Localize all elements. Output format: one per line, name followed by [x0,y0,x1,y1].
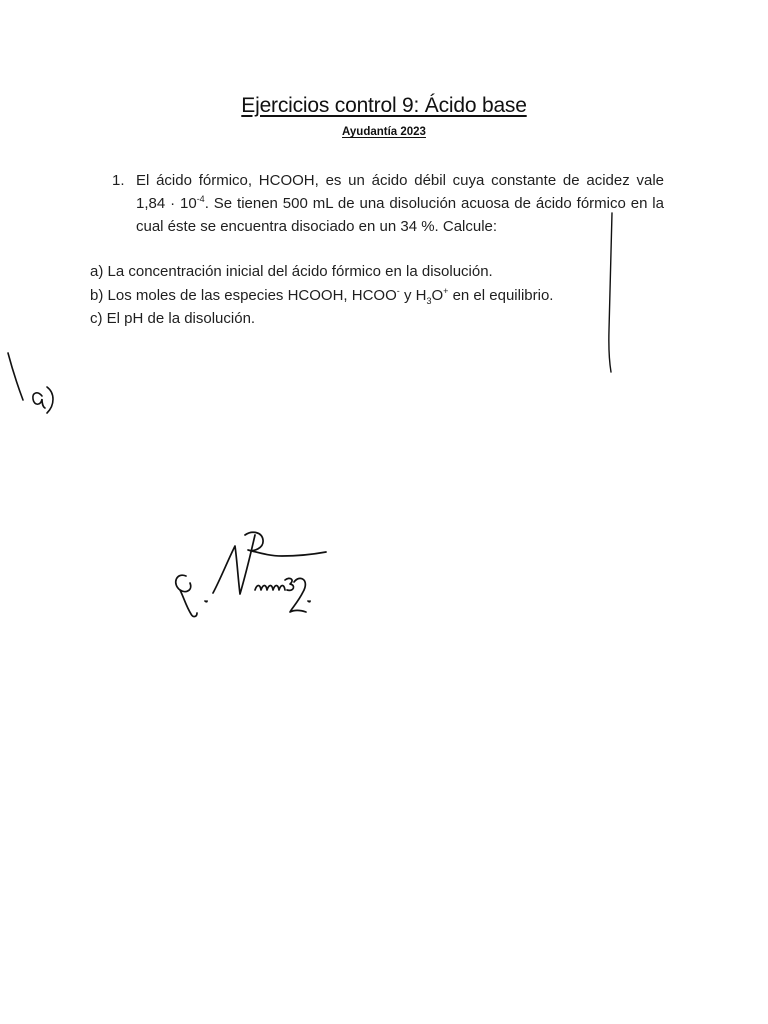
part-b [90,284,690,308]
exercise-text-part1: El ácido fórmico, HCOOH, es un ácido débil cuya constante de acidez vale 1,84 · 10 [136,172,664,212]
part-b-sup-1: - [396,285,400,296]
part-b-text-2: y H [399,286,427,304]
part-c: c) El pH de la disolución. [90,310,256,327]
part-b-text-3: O [431,286,444,304]
signature [176,532,326,616]
part-b-text-1: b) Los moles de las especies HCOOH, HCOO [90,286,397,304]
exercise-statement [136,169,664,238]
exercise-1 [112,169,664,238]
exercise-number: 1. [112,172,125,189]
exercise-text-part2: . Se tienen 500 mL de una disolución acuosa de ácido fórmico en la cual éste se encuentra disociado en un 34 %. Calcule: [136,195,664,235]
exercise-exponent: -4 [196,194,205,204]
exercise-parts [90,260,690,331]
part-b-text-4: en el equilibrio. [448,286,554,304]
handwritten-annotation-a [8,353,53,413]
page-title: Ejercicios control 9: Ácido base [241,94,527,117]
part-b-sub: 3 [426,295,432,306]
part-b-sup-2: + [443,285,449,296]
part-a: a) La concentración inicial del ácido fórmico en la disolución. [90,263,493,280]
page-subtitle: Ayudantía 2023 [342,126,426,138]
